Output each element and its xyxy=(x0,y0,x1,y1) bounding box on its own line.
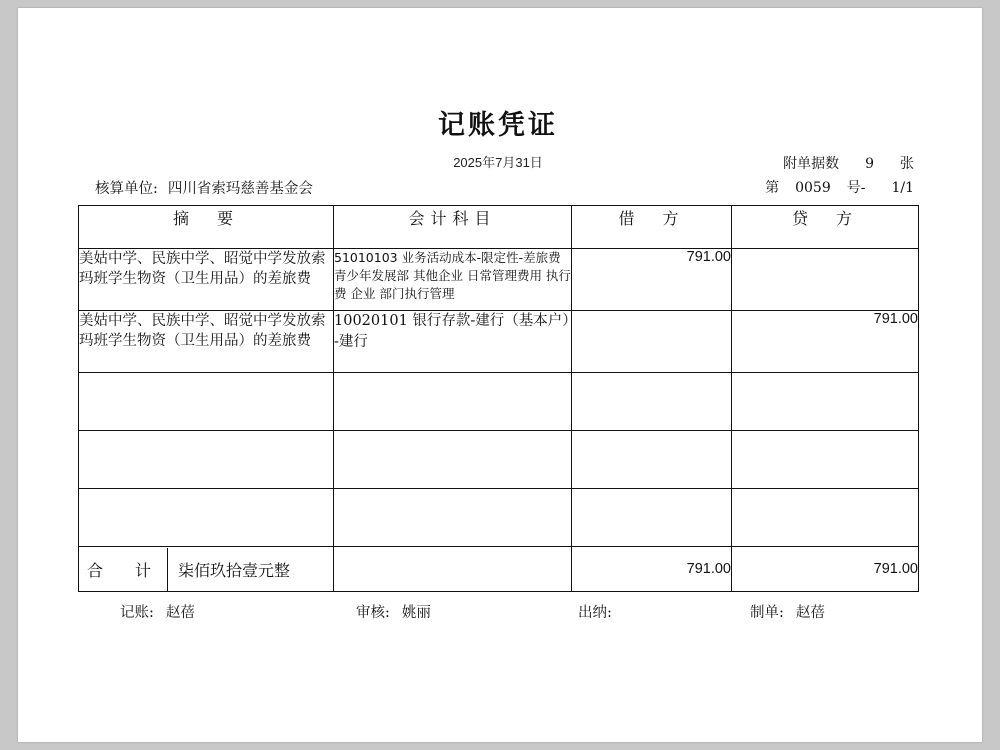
cell-debit xyxy=(572,431,732,489)
attachment-label: 附单据数 xyxy=(783,156,840,172)
voucher-table xyxy=(78,205,919,592)
preparer-signature xyxy=(750,601,825,622)
cell-debit xyxy=(572,489,732,547)
total-row xyxy=(79,547,919,592)
cell-subject: 51010103 业务活动成本-限定性-差旅费 青少年发展部 其他企业 日常管理费用 执行费 企业 部门执行管理 xyxy=(334,249,572,311)
cell-abstract: 美姑中学、民族中学、昭觉中学发放索玛班学生物资（卫生用品）的差旅费 xyxy=(79,311,334,373)
number-prefix: 第 xyxy=(765,180,780,196)
cell-abstract xyxy=(79,489,334,547)
cell-abstract xyxy=(79,431,334,489)
total-spacer-cell xyxy=(334,547,572,592)
bookkeeper-label: 记账: xyxy=(120,605,154,621)
attachment-count: 9 xyxy=(865,156,874,172)
signature-row xyxy=(78,601,918,625)
cashier-label: 出纳: xyxy=(578,605,612,621)
reviewer-label: 审核: xyxy=(356,605,390,621)
unit-name: 四川省索玛慈善基金会 xyxy=(167,181,313,197)
cell-debit: 791.00 xyxy=(572,249,732,311)
cell-debit xyxy=(572,311,732,373)
attachment-info xyxy=(783,153,914,173)
cell-abstract xyxy=(79,373,334,431)
cell-subject xyxy=(334,431,572,489)
cell-credit xyxy=(732,431,919,489)
table-row xyxy=(79,249,919,311)
cell-credit xyxy=(732,489,919,547)
header-credit: 贷 方 xyxy=(732,206,919,249)
cell-subject xyxy=(334,489,572,547)
voucher-number-info xyxy=(765,177,914,197)
table-row xyxy=(79,311,919,373)
bookkeeper-name: 赵蓓 xyxy=(165,605,195,621)
cell-debit xyxy=(572,373,732,431)
preparer-label: 制单: xyxy=(750,605,784,621)
table-row xyxy=(79,489,919,547)
unit-label: 核算单位: xyxy=(95,181,158,197)
number-suffix: 号- xyxy=(846,180,866,196)
table-header-row xyxy=(79,206,919,249)
total-credit: 791.00 xyxy=(732,547,919,592)
cell-subject xyxy=(334,373,572,431)
cell-credit xyxy=(732,249,919,311)
reviewer-signature xyxy=(356,601,431,622)
cell-credit: 791.00 xyxy=(732,311,919,373)
table-row xyxy=(79,431,919,489)
header-subject: 会计科目 xyxy=(334,206,572,249)
voucher xyxy=(78,103,918,625)
preparer-name: 赵蓓 xyxy=(795,605,825,621)
attachment-unit: 张 xyxy=(900,156,914,172)
total-label-cell xyxy=(79,547,334,592)
paper-sheet xyxy=(18,8,982,742)
voucher-date: 2025年7月31日 xyxy=(453,155,543,170)
page-number: 1/1 xyxy=(891,180,914,196)
header-abstract: 摘 要 xyxy=(79,206,334,249)
total-label: 合 计 xyxy=(79,548,168,591)
bookkeeper-signature xyxy=(120,601,195,622)
voucher-number: 0059 xyxy=(795,180,831,196)
cell-subject: 10020101 银行存款-建行（基本户）-建行 xyxy=(334,311,572,373)
cashier-signature xyxy=(578,601,624,622)
total-amount-words: 柒佰玖拾壹元整 xyxy=(178,560,291,580)
reviewer-name: 姚丽 xyxy=(401,605,431,621)
total-debit: 791.00 xyxy=(572,547,732,592)
table-row xyxy=(79,373,919,431)
cell-credit xyxy=(732,373,919,431)
cell-abstract: 美姑中学、民族中学、昭觉中学发放索玛班学生物资（卫生用品）的差旅费 xyxy=(79,249,334,311)
page-title: 记账凭证 xyxy=(438,110,558,141)
header-debit: 借 方 xyxy=(572,206,732,249)
accounting-unit xyxy=(95,177,313,198)
